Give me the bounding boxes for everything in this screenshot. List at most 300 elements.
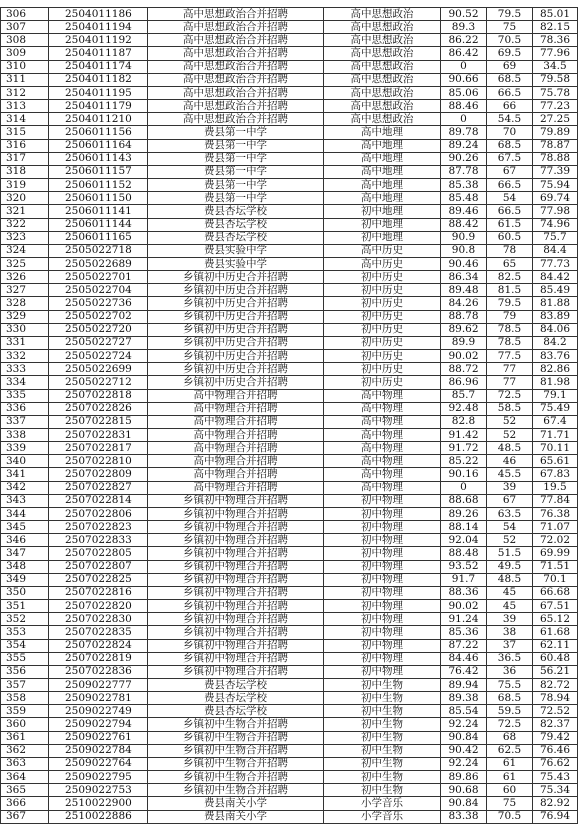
total-score-cell: 85.49 (533, 284, 578, 297)
total-score-cell: 84.2 (533, 336, 578, 349)
total-score-cell: 27.25 (533, 113, 578, 126)
total-score-cell: 75.7 (533, 231, 578, 244)
total-score-cell: 77.96 (533, 47, 578, 60)
total-score-cell: 79.42 (533, 731, 578, 744)
position-cell: 高中历史 (324, 244, 441, 257)
exam-id-cell: 2507022814 (49, 494, 148, 507)
interview-score-cell: 75 (487, 797, 533, 810)
exam-id-cell: 2504011194 (49, 21, 148, 34)
table-row (1, 665, 578, 678)
position-cell: 初中物理 (324, 573, 441, 586)
exam-id-cell: 2507022818 (49, 389, 148, 402)
interview-score-cell: 65 (487, 257, 533, 270)
total-score-cell: 67.51 (533, 600, 578, 613)
written-score-cell: 91.24 (441, 613, 487, 626)
table-row (1, 139, 578, 152)
score-table (0, 7, 578, 824)
position-cell: 小学音乐 (324, 810, 441, 823)
table-row (1, 481, 578, 494)
position-cell: 初中历史 (324, 350, 441, 363)
position-cell: 初中生物 (324, 678, 441, 691)
written-score-cell: 85.38 (441, 179, 487, 192)
written-score-cell: 85.7 (441, 389, 487, 402)
written-score-cell: 89.94 (441, 678, 487, 691)
table-row (1, 560, 578, 573)
interview-score-cell: 61 (487, 757, 533, 770)
written-score-cell: 88.48 (441, 547, 487, 560)
employer-cell: 费县实验中学 (148, 257, 324, 270)
position-cell: 初中地理 (324, 231, 441, 244)
total-score-cell: 74.96 (533, 218, 578, 231)
total-score-cell: 82.15 (533, 21, 578, 34)
position-cell: 初中物理 (324, 521, 441, 534)
row-number-cell: 310 (1, 60, 49, 73)
employer-cell: 乡镇初中物理合并招聘 (148, 639, 324, 652)
employer-cell: 高中物理合并招聘 (148, 389, 324, 402)
row-number-cell: 358 (1, 692, 49, 705)
position-cell: 高中地理 (324, 192, 441, 205)
interview-score-cell: 75.5 (487, 678, 533, 691)
written-score-cell: 89.3 (441, 21, 487, 34)
total-score-cell: 71.07 (533, 521, 578, 534)
total-score-cell: 84.42 (533, 271, 578, 284)
written-score-cell: 83.38 (441, 810, 487, 823)
written-score-cell: 90.02 (441, 350, 487, 363)
row-number-cell: 359 (1, 705, 49, 718)
total-score-cell: 79.1 (533, 389, 578, 402)
table-row (1, 771, 578, 784)
written-score-cell: 84.46 (441, 652, 487, 665)
row-number-cell: 347 (1, 547, 49, 560)
written-score-cell: 87.78 (441, 165, 487, 178)
position-cell: 小学音乐 (324, 797, 441, 810)
position-cell: 初中生物 (324, 692, 441, 705)
interview-score-cell: 72.5 (487, 718, 533, 731)
employer-cell: 乡镇初中物理合并招聘 (148, 600, 324, 613)
row-number-cell: 330 (1, 323, 49, 336)
employer-cell: 费县杏坛学校 (148, 705, 324, 718)
written-score-cell: 90.26 (441, 152, 487, 165)
total-score-cell: 71.51 (533, 560, 578, 573)
position-cell: 初中历史 (324, 284, 441, 297)
written-score-cell: 84.26 (441, 297, 487, 310)
written-score-cell: 91.7 (441, 573, 487, 586)
row-number-cell: 314 (1, 113, 49, 126)
written-score-cell: 90.9 (441, 231, 487, 244)
employer-cell: 高中物理合并招聘 (148, 468, 324, 481)
interview-score-cell: 66.5 (487, 205, 533, 218)
exam-id-cell: 2506011141 (49, 205, 148, 218)
position-cell: 初中物理 (324, 613, 441, 626)
total-score-cell: 77.73 (533, 257, 578, 270)
interview-score-cell: 78 (487, 244, 533, 257)
total-score-cell: 76.46 (533, 744, 578, 757)
table-row (1, 73, 578, 86)
employer-cell: 费县第一中学 (148, 192, 324, 205)
employer-cell: 乡镇初中生物合并招聘 (148, 718, 324, 731)
position-cell: 高中地理 (324, 152, 441, 165)
table-row (1, 521, 578, 534)
written-score-cell: 86.42 (441, 47, 487, 60)
position-cell: 高中地理 (324, 165, 441, 178)
position-cell: 高中思想政治 (324, 60, 441, 73)
position-cell: 初中物理 (324, 494, 441, 507)
exam-id-cell: 2509022784 (49, 744, 148, 757)
row-number-cell: 361 (1, 731, 49, 744)
row-number-cell: 352 (1, 613, 49, 626)
exam-id-cell: 2507022816 (49, 586, 148, 599)
exam-id-cell: 2507022820 (49, 600, 148, 613)
interview-score-cell: 78.5 (487, 323, 533, 336)
exam-id-cell: 2507022833 (49, 534, 148, 547)
exam-id-cell: 2506011143 (49, 152, 148, 165)
interview-score-cell: 36.5 (487, 652, 533, 665)
table-row (1, 613, 578, 626)
written-score-cell: 87.22 (441, 639, 487, 652)
row-number-cell: 328 (1, 297, 49, 310)
row-number-cell: 320 (1, 192, 49, 205)
table-row (1, 47, 578, 60)
exam-id-cell: 2506011144 (49, 218, 148, 231)
total-score-cell: 56.21 (533, 665, 578, 678)
interview-score-cell: 39 (487, 613, 533, 626)
row-number-cell: 343 (1, 494, 49, 507)
exam-id-cell: 2507022805 (49, 547, 148, 560)
exam-id-cell: 2507022823 (49, 521, 148, 534)
interview-score-cell: 78.5 (487, 336, 533, 349)
position-cell: 初中历史 (324, 363, 441, 376)
interview-score-cell: 60.5 (487, 231, 533, 244)
table-row (1, 336, 578, 349)
total-score-cell: 77.98 (533, 205, 578, 218)
employer-cell: 费县第一中学 (148, 126, 324, 139)
row-number-cell: 362 (1, 744, 49, 757)
written-score-cell: 89.24 (441, 139, 487, 152)
written-score-cell: 86.22 (441, 34, 487, 47)
table-row (1, 429, 578, 442)
written-score-cell: 90.42 (441, 744, 487, 757)
employer-cell: 乡镇初中历史合并招聘 (148, 363, 324, 376)
table-row (1, 152, 578, 165)
exam-id-cell: 2509022777 (49, 678, 148, 691)
table-row (1, 468, 578, 481)
row-number-cell: 366 (1, 797, 49, 810)
total-score-cell: 60.48 (533, 652, 578, 665)
table-row (1, 284, 578, 297)
exam-id-cell: 2505022689 (49, 257, 148, 270)
employer-cell: 乡镇初中生物合并招聘 (148, 731, 324, 744)
written-score-cell: 89.62 (441, 323, 487, 336)
table-row (1, 455, 578, 468)
interview-score-cell: 66 (487, 100, 533, 113)
interview-score-cell: 69 (487, 60, 533, 73)
total-score-cell: 81.88 (533, 297, 578, 310)
row-number-cell: 323 (1, 231, 49, 244)
table-row (1, 534, 578, 547)
employer-cell: 费县杏坛学校 (148, 205, 324, 218)
exam-id-cell: 2504011192 (49, 34, 148, 47)
employer-cell: 乡镇初中物理合并招聘 (148, 665, 324, 678)
interview-score-cell: 79.5 (487, 8, 533, 21)
employer-cell: 乡镇初中物理合并招聘 (148, 613, 324, 626)
employer-cell: 费县第一中学 (148, 165, 324, 178)
written-score-cell: 92.24 (441, 718, 487, 731)
total-score-cell: 62.11 (533, 639, 578, 652)
position-cell: 初中物理 (324, 586, 441, 599)
interview-score-cell: 54.5 (487, 113, 533, 126)
row-number-cell: 313 (1, 100, 49, 113)
written-score-cell: 88.68 (441, 494, 487, 507)
position-cell: 初中历史 (324, 323, 441, 336)
table-row (1, 179, 578, 192)
interview-score-cell: 72.5 (487, 389, 533, 402)
written-score-cell: 91.42 (441, 429, 487, 442)
position-cell: 初中物理 (324, 600, 441, 613)
interview-score-cell: 37 (487, 639, 533, 652)
table-row (1, 692, 578, 705)
written-score-cell: 89.26 (441, 507, 487, 520)
row-number-cell: 344 (1, 507, 49, 520)
written-score-cell: 90.66 (441, 73, 487, 86)
exam-id-cell: 2507022826 (49, 402, 148, 415)
exam-id-cell: 2509022749 (49, 705, 148, 718)
interview-score-cell: 45 (487, 600, 533, 613)
total-score-cell: 78.87 (533, 139, 578, 152)
position-cell: 高中思想政治 (324, 34, 441, 47)
row-number-cell: 325 (1, 257, 49, 270)
exam-id-cell: 2507022831 (49, 429, 148, 442)
total-score-cell: 79.58 (533, 73, 578, 86)
table-row (1, 494, 578, 507)
exam-id-cell: 2509022781 (49, 692, 148, 705)
exam-id-cell: 2506011157 (49, 165, 148, 178)
total-score-cell: 72.52 (533, 705, 578, 718)
position-cell: 高中思想政治 (324, 86, 441, 99)
employer-cell: 费县第一中学 (148, 179, 324, 192)
exam-id-cell: 2507022809 (49, 468, 148, 481)
total-score-cell: 76.94 (533, 810, 578, 823)
employer-cell: 高中物理合并招聘 (148, 481, 324, 494)
interview-score-cell: 68.5 (487, 692, 533, 705)
exam-id-cell: 2507022824 (49, 639, 148, 652)
total-score-cell: 69.74 (533, 192, 578, 205)
table-row (1, 586, 578, 599)
row-number-cell: 311 (1, 73, 49, 86)
employer-cell: 乡镇初中历史合并招聘 (148, 323, 324, 336)
interview-score-cell: 77 (487, 376, 533, 389)
total-score-cell: 77.84 (533, 494, 578, 507)
position-cell: 初中地理 (324, 205, 441, 218)
table-row (1, 784, 578, 797)
table-row (1, 652, 578, 665)
position-cell: 高中物理 (324, 429, 441, 442)
written-score-cell: 76.42 (441, 665, 487, 678)
employer-cell: 高中物理合并招聘 (148, 455, 324, 468)
row-number-cell: 340 (1, 455, 49, 468)
exam-id-cell: 2504011179 (49, 100, 148, 113)
exam-id-cell: 2506011156 (49, 126, 148, 139)
row-number-cell: 318 (1, 165, 49, 178)
employer-cell: 高中思想政治合并招聘 (148, 60, 324, 73)
row-number-cell: 335 (1, 389, 49, 402)
interview-score-cell: 79 (487, 310, 533, 323)
exam-id-cell: 2509022795 (49, 771, 148, 784)
employer-cell: 乡镇初中历史合并招聘 (148, 297, 324, 310)
interview-score-cell: 68 (487, 731, 533, 744)
total-score-cell: 76.62 (533, 757, 578, 770)
row-number-cell: 332 (1, 350, 49, 363)
table-row (1, 257, 578, 270)
table-row (1, 126, 578, 139)
table-row (1, 639, 578, 652)
row-number-cell: 337 (1, 415, 49, 428)
total-score-cell: 84.06 (533, 323, 578, 336)
total-score-cell: 83.76 (533, 350, 578, 363)
position-cell: 高中思想政治 (324, 8, 441, 21)
total-score-cell: 67.4 (533, 415, 578, 428)
row-number-cell: 312 (1, 86, 49, 99)
row-number-cell: 364 (1, 771, 49, 784)
position-cell: 初中物理 (324, 665, 441, 678)
position-cell: 高中历史 (324, 257, 441, 270)
table-row (1, 86, 578, 99)
row-number-cell: 327 (1, 284, 49, 297)
employer-cell: 费县杏坛学校 (148, 218, 324, 231)
position-cell: 初中物理 (324, 507, 441, 520)
written-score-cell: 0 (441, 60, 487, 73)
employer-cell: 高中思想政治合并招聘 (148, 113, 324, 126)
table-row (1, 376, 578, 389)
row-number-cell: 338 (1, 429, 49, 442)
interview-score-cell: 36 (487, 665, 533, 678)
interview-score-cell: 81.5 (487, 284, 533, 297)
table-row (1, 415, 578, 428)
written-score-cell: 92.04 (441, 534, 487, 547)
total-score-cell: 78.88 (533, 152, 578, 165)
table-row (1, 218, 578, 231)
position-cell: 初中物理 (324, 626, 441, 639)
written-score-cell: 85.48 (441, 192, 487, 205)
total-score-cell: 75.43 (533, 771, 578, 784)
table-row (1, 744, 578, 757)
table-row (1, 113, 578, 126)
employer-cell: 乡镇初中历史合并招聘 (148, 336, 324, 349)
total-score-cell: 76.38 (533, 507, 578, 520)
row-number-cell: 326 (1, 271, 49, 284)
row-number-cell: 342 (1, 481, 49, 494)
interview-score-cell: 66.5 (487, 86, 533, 99)
interview-score-cell: 77 (487, 363, 533, 376)
written-score-cell: 86.96 (441, 376, 487, 389)
position-cell: 高中物理 (324, 415, 441, 428)
position-cell: 高中地理 (324, 126, 441, 139)
row-number-cell: 307 (1, 21, 49, 34)
total-score-cell: 82.86 (533, 363, 578, 376)
exam-id-cell: 2505022704 (49, 284, 148, 297)
position-cell: 高中物理 (324, 402, 441, 415)
interview-score-cell: 79.5 (487, 297, 533, 310)
total-score-cell: 70.11 (533, 442, 578, 455)
table-row (1, 350, 578, 363)
position-cell: 高中物理 (324, 455, 441, 468)
exam-id-cell: 2507022807 (49, 560, 148, 573)
table-row (1, 507, 578, 520)
interview-score-cell: 70 (487, 126, 533, 139)
interview-score-cell: 48.5 (487, 573, 533, 586)
position-cell: 初中物理 (324, 547, 441, 560)
position-cell: 高中思想政治 (324, 113, 441, 126)
written-score-cell: 90.16 (441, 468, 487, 481)
table-row (1, 100, 578, 113)
total-score-cell: 81.98 (533, 376, 578, 389)
table-row (1, 626, 578, 639)
exam-id-cell: 2507022835 (49, 626, 148, 639)
table-row (1, 297, 578, 310)
written-score-cell: 85.36 (441, 626, 487, 639)
exam-id-cell: 2507022806 (49, 507, 148, 520)
written-score-cell: 92.48 (441, 402, 487, 415)
position-cell: 初中物理 (324, 560, 441, 573)
total-score-cell: 83.89 (533, 310, 578, 323)
written-score-cell: 89.38 (441, 692, 487, 705)
written-score-cell: 91.72 (441, 442, 487, 455)
row-number-cell: 306 (1, 8, 49, 21)
position-cell: 高中思想政治 (324, 47, 441, 60)
written-score-cell: 85.22 (441, 455, 487, 468)
table-row (1, 205, 578, 218)
employer-cell: 乡镇初中生物合并招聘 (148, 784, 324, 797)
exam-id-cell: 2510022900 (49, 797, 148, 810)
row-number-cell: 346 (1, 534, 49, 547)
written-score-cell: 88.36 (441, 586, 487, 599)
exam-id-cell: 2507022827 (49, 481, 148, 494)
employer-cell: 费县第一中学 (148, 152, 324, 165)
employer-cell: 乡镇初中物理合并招聘 (148, 494, 324, 507)
employer-cell: 高中物理合并招聘 (148, 442, 324, 455)
written-score-cell: 88.72 (441, 363, 487, 376)
total-score-cell: 71.71 (533, 429, 578, 442)
total-score-cell: 84.4 (533, 244, 578, 257)
written-score-cell: 88.46 (441, 100, 487, 113)
row-number-cell: 349 (1, 573, 49, 586)
table-row (1, 600, 578, 613)
interview-score-cell: 67.5 (487, 152, 533, 165)
position-cell: 初中历史 (324, 271, 441, 284)
position-cell: 高中地理 (324, 179, 441, 192)
interview-score-cell: 77.5 (487, 350, 533, 363)
exam-id-cell: 2507022810 (49, 455, 148, 468)
total-score-cell: 65.61 (533, 455, 578, 468)
table-row (1, 363, 578, 376)
written-score-cell: 90.02 (441, 600, 487, 613)
table-row (1, 810, 578, 823)
position-cell: 初中生物 (324, 771, 441, 784)
total-score-cell: 85.01 (533, 8, 578, 21)
table-row (1, 705, 578, 718)
total-score-cell: 77.39 (533, 165, 578, 178)
exam-id-cell: 2507022825 (49, 573, 148, 586)
written-score-cell: 90.84 (441, 731, 487, 744)
position-cell: 高中思想政治 (324, 21, 441, 34)
written-score-cell: 89.86 (441, 771, 487, 784)
interview-score-cell: 82.5 (487, 271, 533, 284)
interview-score-cell: 54 (487, 521, 533, 534)
written-score-cell: 88.14 (441, 521, 487, 534)
row-number-cell: 363 (1, 757, 49, 770)
written-score-cell: 86.34 (441, 271, 487, 284)
interview-score-cell: 67 (487, 165, 533, 178)
employer-cell: 费县杏坛学校 (148, 692, 324, 705)
